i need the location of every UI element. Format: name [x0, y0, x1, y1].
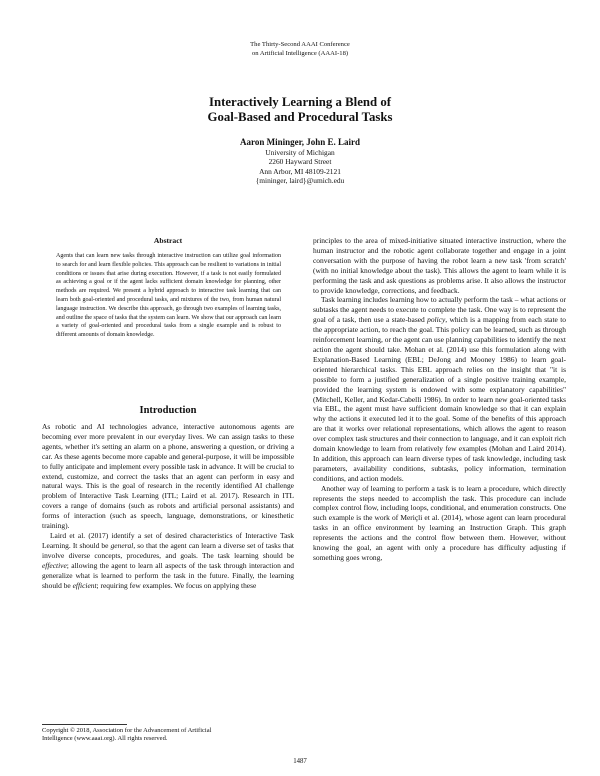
title-line-1: Interactively Learning a Blend of [209, 95, 391, 109]
affiliation: University of Michigan [265, 148, 335, 157]
street-address: 2260 Hayward Street [268, 157, 332, 167]
copyright-line-2: Intelligence (www.aaai.org). All rights reserved. [42, 735, 168, 743]
right-column [313, 236, 566, 563]
abstract-text: Agents that can learn new tasks through interactive instruction can utilize goal information to search for and learn flexible policies. This approach can be resilient to variations in initial conditions or issues that arise during execution. However, if a task is not easily formulated as achieving a goal or if the agent lacks sufficient domain knowledge for planning, other methods are required. We present a hybrid approach to interactive task learning that can learn both goal-oriented and procedural tasks, and mixtures of the two, from human natural language instruction. We describe this approach, go through two examples of learning tasks, and outline the space of tasks that the system can learn. We show that our approach can learn a variety of goal-oriented and procedural tasks from a single example and is robust to different amounts of domain knowledge. [56, 253, 281, 339]
copyright-line-1: Copyright © 2018, Association for the Advancement of Artificial [42, 727, 212, 734]
author-names: Aaron Mininger, John E. Laird [239, 137, 361, 147]
introduction-body [42, 422, 294, 590]
author-email: {mininger, laird}@umich.edu [255, 176, 345, 186]
intro-paragraph-2: Laird et al. (2017) identify a set of desired characteristics of Interactive Task Learning. It should be general, so that the agent can learn a diverse set of tasks that involve diverse concepts, procedures, and goals. The task learning should be effective; allowing the agent to learn all aspects of the task through interaction and generalize what is learned to perform the task in the future. Finally, the learning should be efficient; requiring few examples. We focus on applying these [42, 530, 294, 590]
conference-header [200, 40, 400, 58]
abstract-heading: Abstract [153, 236, 183, 245]
copyright-notice [42, 727, 294, 743]
footnote-divider [42, 724, 127, 725]
page-number: 1487 [293, 758, 307, 765]
author-block [150, 137, 450, 186]
city-address: Ann Arbor, MI 48109-2121 [259, 166, 341, 176]
right-paragraph-3: Another way of learning to perform a task is to learn a procedure, which directly represents the steps needed to accomplish the task. This procedure can include complex control flow, including loops, conditional, and enumeration constructs. One such example is the work of Meriçli et al. (2014), whose agent can learn procedural tasks in an office environment by learning an Instruction Graph. This graph represents the actions and the control flow between them. However, without knowing the goal, an agent with only a procedure has difficulty adjusting if something goes wrong, [313, 483, 566, 562]
title-line-2: Goal-Based and Procedural Tasks [207, 110, 393, 124]
conference-line-1: The Thirty-Second AAAI Conference [250, 41, 350, 48]
paper-title [90, 95, 510, 125]
right-paragraph-2: Task learning includes learning how to actually perform the task – what actions or subtasks the agent needs to execute to complete the task. One way is to represent the goal of a task, then use a state-based policy, which is a mapping from each state to the appropriate action, to reach the goal. This policy can be learned, such as through reinforcement learning, or the agent can use planning capabilities to identify the next action the agent should take. Mohan et al. (2014) use this formulation along with Explanation-Based Learning (EBL; DeJong and Mooney 1986) to learn goal-oriented hierarchical tasks. This EBL approach relies on the insight that "it is possible to form a justified generalization of a single positive training example, provided the learning system is endowed with some explanatory capabilities" (Mitchell, Keller, and Kedar-Cabelli 1986). In order to learn new goal-oriented tasks via EBL, the agent must have sufficient domain knowledge so that it can explain why the actions it executed led it to the goal. Some of the benefits of this approach are that it works over relational representations, which allows the agent to reason over complex task structures and their connection to language, and it can exploit rich domain knowledge to learn from relatively few examples (Mohan and Laird 2014). In addition, this approach can learn diverse types of task knowledge, including task parameters, availability conditions, subtasks, policy information, termination conditions, and action models. [313, 295, 566, 483]
introduction-heading: Introduction [139, 405, 197, 416]
right-paragraph-1: principles to the area of mixed-initiative situated interactive instruction, where the human instructor and the robotic agent collaborate together and engage in a joint conversation with the purpose of having the robot learn a new task 'from scratch' (with no initial knowledge about the task). This allows the agent to learn while it is performing the task and ask questions as problems arise. It also allows the instructor to provide knowledge, corrections, and feedback. [313, 236, 566, 295]
conference-line-2: on Artificial Intelligence (AAAI-18) [251, 50, 349, 57]
intro-paragraph-1: As robotic and AI technologies advance, interactive autonomous agents are becoming ever more prevalent in our everyday lives. We can assign tasks to these agents, whether it's setting an alarm on a phone, answering a question, or driving a car. As these agents become more capable and general-purpose, it will be impossible to fully anticipate and implement every possible task in advance. It will be crucial to extend, customize, and correct the tasks that an agent can perform in easy and natural ways. This is the goal of research in the recently identified AI challenge problem of Interactive Task Learning (ITL; Laird et al. 2017). Research in ITL covers a range of domains (such as robots and artificial personal assistants) and forms of interaction (such as speech, language, demonstrations, or kinesthetic training). [42, 422, 294, 531]
